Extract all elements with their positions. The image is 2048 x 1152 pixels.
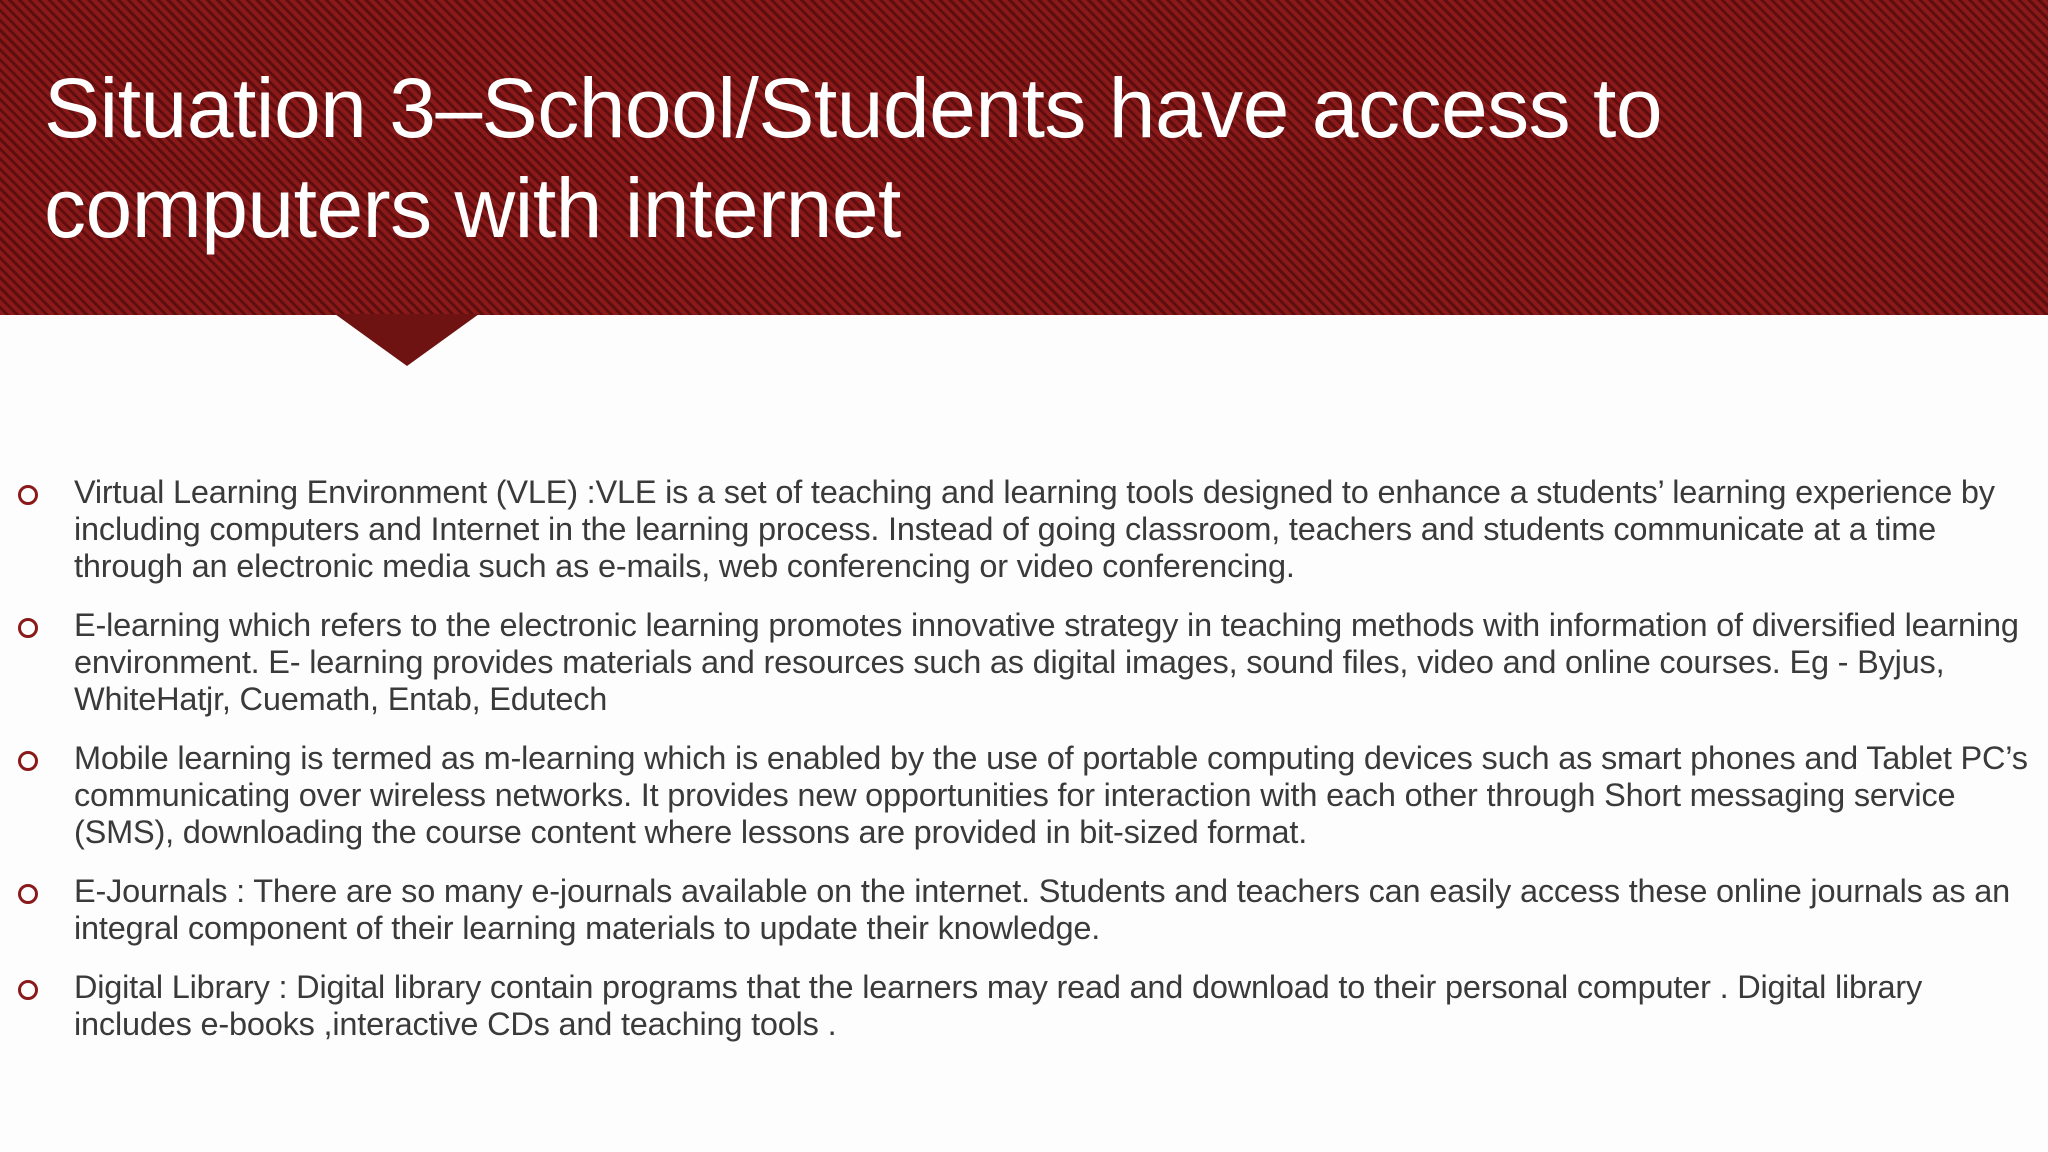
- slide-title: [44, 58, 1944, 258]
- circle-bullet-icon: [18, 980, 38, 1000]
- circle-bullet-icon: [18, 751, 38, 771]
- circle-bullet-icon: [18, 884, 38, 904]
- circle-bullet-icon: [18, 485, 38, 505]
- bullet-list: [0, 474, 2048, 1065]
- bullet-item-vle: [0, 474, 2048, 585]
- bullet-item-digital-library: [0, 969, 2048, 1043]
- bullet-text: E-Journals : There are so many e-journals available on the internet. Students and teachers can easily access these online journals as an integral component of their learning materials to update their knowledge.: [74, 873, 2010, 946]
- bullet-item-e-learning: [0, 607, 2048, 718]
- bullet-text: Digital Library : Digital library contain programs that the learners may read and download to their personal computer . Digital library includes e-books ,interactive CDs and teaching tools .: [74, 969, 1923, 1042]
- slide-title-line-2: computers with internet: [44, 161, 901, 255]
- title-banner-pointer: [335, 314, 479, 366]
- bullet-text: Virtual Learning Environment (VLE) :VLE is a set of teaching and learning tools designed to enhance a students’ learning experience by including computers and Internet in the learning process. Instead of going classroom, teachers and students communicate at a time through an electronic media such as e-mails, web conferencing or video conferencing.: [74, 474, 1995, 584]
- slide-title-line-1: Situation 3–School/Students have access to: [44, 61, 1663, 155]
- bullet-item-e-journals: [0, 873, 2048, 947]
- circle-bullet-icon: [18, 618, 38, 638]
- bullet-text: E-learning which refers to the electronic learning promotes innovative strategy in teaching methods with information of diversified learning environment. E- learning provides materials and resources such as digital images, sound files, video and online courses. Eg - Byjus, WhiteHatjr, Cuemath, Entab, Edutech: [74, 607, 2019, 717]
- bullet-text: Mobile learning is termed as m-learning which is enabled by the use of portable computing devices such as smart phones and Tablet PC’s communicating over wireless networks. It provides new opportunities for interaction with each other through Short messaging service (SMS), downloading the course content where lessons are provided in bit-sized format.: [74, 740, 2028, 850]
- bullet-item-mobile-learning: [0, 740, 2048, 851]
